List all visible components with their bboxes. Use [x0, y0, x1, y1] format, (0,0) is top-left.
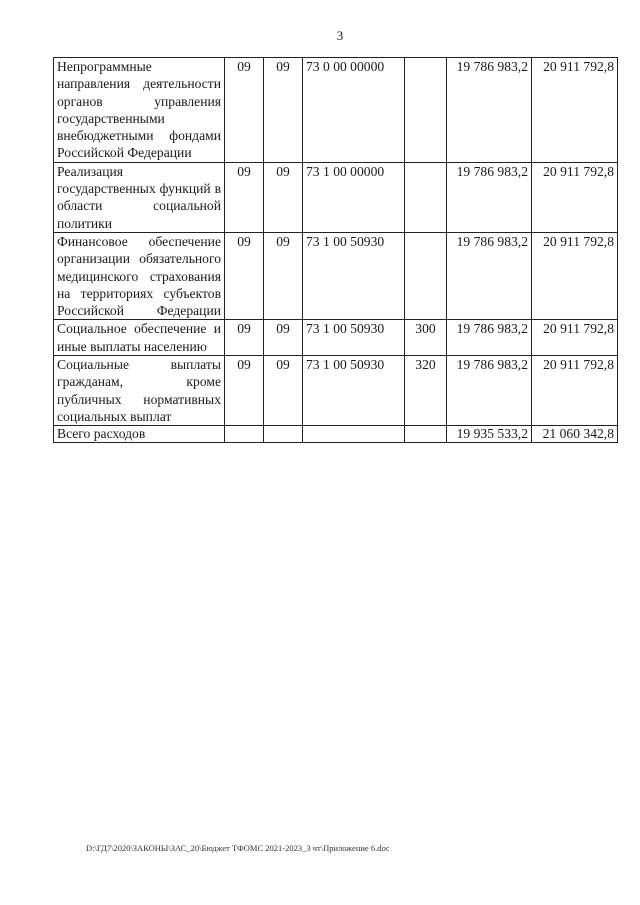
row-subsection: 09 [264, 356, 303, 426]
row-target-article: 73 1 00 50930 [303, 320, 405, 356]
row-target-article: 73 0 00 00000 [303, 58, 405, 163]
row-target-article: 73 1 00 50930 [303, 356, 405, 426]
row-subsection: 09 [264, 320, 303, 356]
total-sum-2023: 21 060 342,8 [532, 426, 618, 443]
total-subsection-empty [264, 426, 303, 443]
row-expense-type: 300 [405, 320, 447, 356]
row-sum-2022: 19 786 983,2 [447, 58, 532, 163]
budget-table [53, 57, 618, 443]
row-sum-2023: 20 911 792,8 [532, 58, 618, 163]
row-section: 09 [225, 356, 264, 426]
row-target-article: 73 1 00 00000 [303, 162, 405, 232]
total-sum-2022: 19 935 533,2 [447, 426, 532, 443]
total-section-empty [225, 426, 264, 443]
row-sum-2023: 20 911 792,8 [532, 232, 618, 319]
page-number: 3 [336, 28, 344, 43]
table-row [54, 162, 618, 232]
row-section: 09 [225, 162, 264, 232]
row-sum-2022: 19 786 983,2 [447, 232, 532, 319]
total-label: Всего расходов [54, 426, 225, 443]
row-name: Непрограммные направления деятельности органов управления государственными внебюджетными фондами Российской Федерации [54, 58, 225, 163]
row-expense-type [405, 58, 447, 163]
row-sum-2023: 20 911 792,8 [532, 320, 618, 356]
row-expense-type [405, 232, 447, 319]
row-section: 09 [225, 232, 264, 319]
table-row [54, 58, 618, 163]
table-row [54, 320, 618, 356]
footer-file-path: D:\ГД7\2020\ЗАКОНЫ\ЗАС_20\Бюджет ТФОМС 2021-2023_3 чт\Приложение 6.doc [86, 843, 390, 853]
row-sum-2022: 19 786 983,2 [447, 162, 532, 232]
row-subsection: 09 [264, 232, 303, 319]
row-name: Реализация государственных функций в области социальной политики [54, 162, 225, 232]
total-expense-type-empty [405, 426, 447, 443]
row-name: Финансовое обеспечение организации обязательного медицинского страхования на территориях субъектов Российской Федерации [54, 232, 225, 319]
row-sum-2023: 20 911 792,8 [532, 162, 618, 232]
row-target-article: 73 1 00 50930 [303, 232, 405, 319]
row-expense-type: 320 [405, 356, 447, 426]
row-subsection: 09 [264, 162, 303, 232]
row-expense-type [405, 162, 447, 232]
row-sum-2023: 20 911 792,8 [532, 356, 618, 426]
row-section: 09 [225, 58, 264, 163]
table-row [54, 232, 618, 319]
table-row [54, 356, 618, 426]
row-name: Социальное обеспечение и иные выплаты населению [54, 320, 225, 356]
row-name: Социальные выплаты гражданам, кроме публичных нормативных социальных выплат [54, 356, 225, 426]
row-sum-2022: 19 786 983,2 [447, 320, 532, 356]
row-section: 09 [225, 320, 264, 356]
total-row [54, 426, 618, 443]
row-subsection: 09 [264, 58, 303, 163]
row-sum-2022: 19 786 983,2 [447, 356, 532, 426]
total-target-article-empty [303, 426, 405, 443]
